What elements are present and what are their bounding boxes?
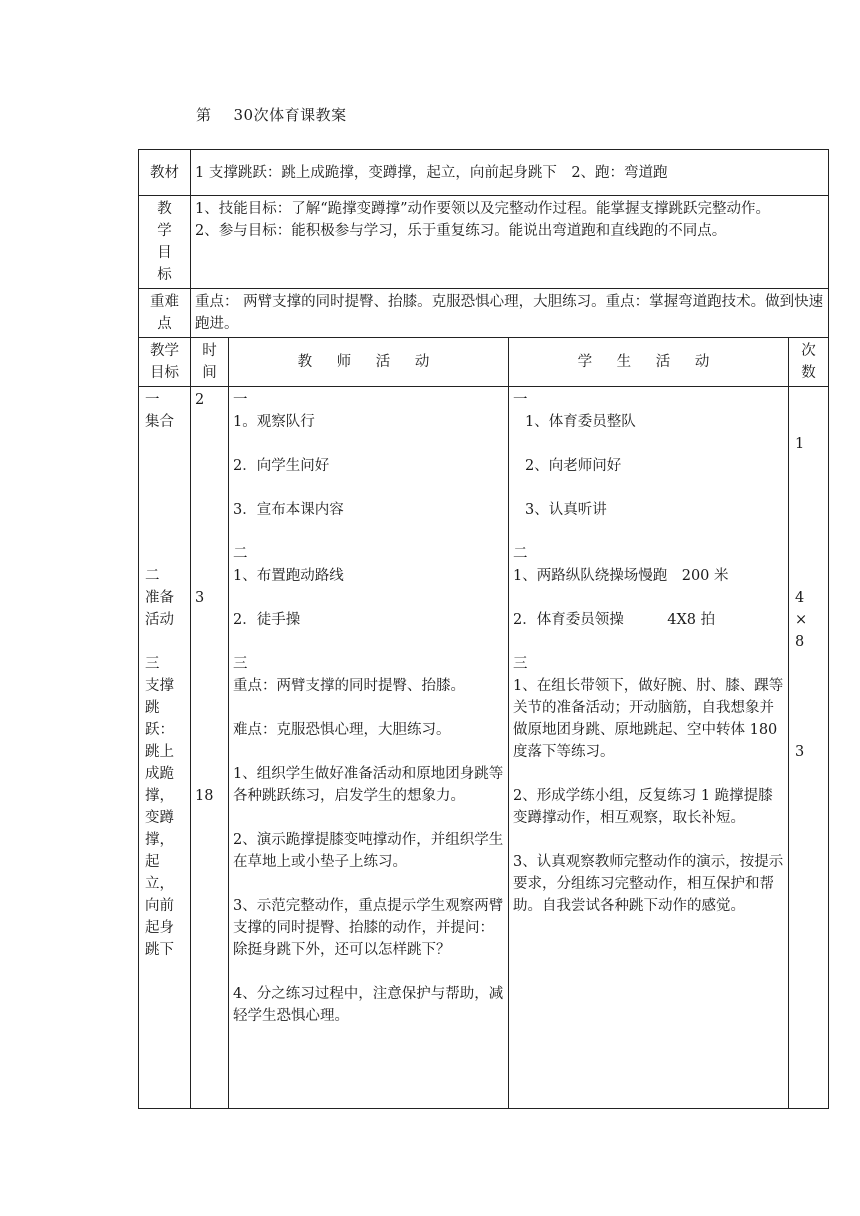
student-column: 一 1、体育委员整队 2、向老师问好 3、认真听讲 二 1、两路纵队绕操场慢跑 200 米 2．体育委员领操 4X8 拍 三 1、在组长带领下，做好腕、肘、膝、踝等关节的准备活动；开动脑筋，自我想象并做原地团身跳、原地跳起、空中转体 180 度落下等练习。 2、形成学练小组，反复练习 1 跪撑提膝变蹲撑动作，相互观察，取长补短。 3、认真观察教师完整动作的演示，按提示要求，分组练习完整动作，相互保护和帮助。自我尝试各种跳下动作的感觉。 — [509, 387, 789, 1109]
lesson-plan-table — [138, 149, 829, 1109]
row-material — [139, 150, 829, 196]
goals-content: 1、技能目标：了解“跪撑变蹲撑”动作要领以及完整动作过程。能掌握支撑跳跃完整动作。 2、参与目标：能积极参与学习，乐于重复练习。能说出弯道跑和直线跑的不同点。 — [191, 196, 829, 289]
header-student: 学 生 活 动 — [509, 338, 789, 387]
row-goals — [139, 196, 829, 289]
header-teacher: 教 师 活 动 — [229, 338, 509, 387]
header-count: 次 数 — [789, 338, 829, 387]
material-label: 教材 — [139, 150, 191, 196]
goal-column: 一 集合 二 准备 活动 三 支撑 跳 跃： 跳上 成跪 撑， 变蹲 撑， 起 立， 向前 起身 跳下 — [139, 387, 191, 1109]
key-content: 重点： 两臂支撑的同时提臀、抬膝。克服恐惧心理，大胆练习。重点：掌握弯道跑技术。做到快速跑进。 — [191, 289, 829, 338]
time-column: 2 3 18 — [191, 387, 229, 1109]
header-time: 时 间 — [191, 338, 229, 387]
row-key-points — [139, 289, 829, 338]
page-title — [196, 104, 347, 125]
teacher-column: 一 1。观察队行 2．向学生问好 3．宣布本课内容 二 1、布置跑动路线 2．徒手操 三 重点：两臂支撑的同时提臀、抬膝。 难点：克服恐惧心理，大胆练习。 1、组织学生做好准备活动和原地团身跳等各种跳跃练习，启发学生的想象力。 2、演示跪撑提膝变吨撑动作，并组织学生在草地上或小垫子上练习。 3、示范完整动作，重点提示学生观察两臂支撑的同时提臀、抬膝的动作，并提问：除挺身跳下外，还可以怎样跳下？ 4、分之练习过程中，注意保护与帮助，减轻学生恐惧心理。 — [229, 387, 509, 1109]
title-prefix: 第 — [196, 106, 212, 124]
key-label: 重难 点 — [139, 289, 191, 338]
material-content: 1 支撑跳跃：跳上成跪撑，变蹲撑，起立，向前起身跳下 2、跑：弯道跑 — [191, 150, 829, 196]
count-column: 1 4 × 8 3 — [789, 387, 829, 1109]
row-body — [139, 387, 829, 1109]
goals-label: 教 学 目 标 — [139, 196, 191, 289]
header-goal: 教学 目标 — [139, 338, 191, 387]
title-rest: 30次体育课教案 — [233, 106, 347, 124]
row-header — [139, 338, 829, 387]
